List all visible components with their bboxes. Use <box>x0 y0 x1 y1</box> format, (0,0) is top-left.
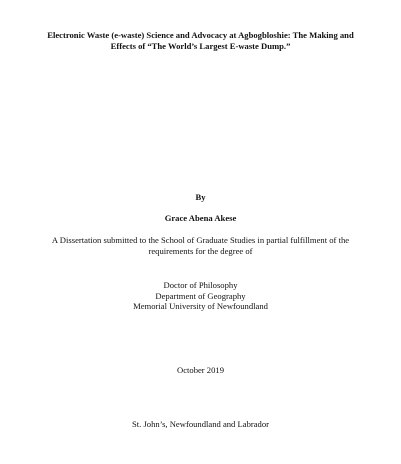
submission-statement-line-2: requirements for the degree of <box>148 246 253 256</box>
university-name: Memorial University of Newfoundland <box>133 301 268 311</box>
submission-date: October 2019 <box>176 365 224 375</box>
by-label: By <box>195 192 206 202</box>
title-line-1: Electronic Waste (e-waste) Science and Advocacy at Agbogbloshie: The Making and <box>47 30 354 40</box>
department-name: Department of Geography <box>155 291 246 301</box>
submission-statement-line-1: A Dissertation submitted to the School of Graduate Studies in partial fulfillment of the <box>51 235 350 245</box>
author-name: Grace Abena Akese <box>164 213 237 223</box>
location: St. John’s, Newfoundland and Labrador <box>132 419 269 429</box>
title-line-2: Effects of “The World’s Largest E-waste Dump.” <box>110 41 291 51</box>
degree-name: Doctor of Philosophy <box>163 280 238 290</box>
